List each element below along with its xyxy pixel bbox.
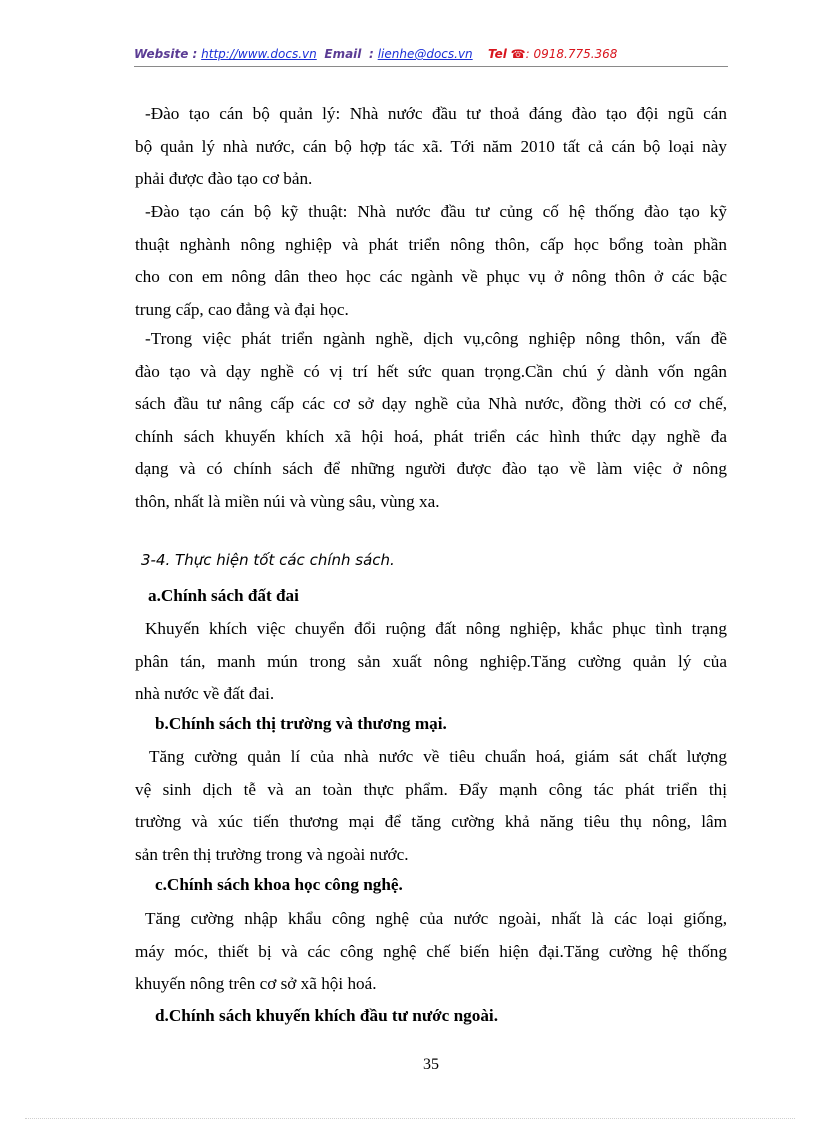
text-line: thuật nghành nông nghiệp và phát triển nông thôn, cấp học bổng toàn phần — [135, 234, 727, 254]
subsection-title-b: b.Chính sách thị trường và thương mại. — [155, 714, 447, 733]
text-line: -Đào tạo cán bộ kỹ thuật: Nhà nước đầu tư củng cố hệ thống đào tạo kỹ — [145, 202, 727, 221]
text-line: -Trong việc phát triển ngành nghề, dịch vụ,công nghiệp nông thôn, vấn đề — [145, 329, 727, 348]
email-separator: : — [369, 47, 374, 61]
text-line: nhà nước về đất đai. — [135, 684, 275, 704]
text-line: Khuyến khích việc chuyển đổi ruộng đất nông nghiệp, khắc phục tình trạng — [145, 619, 727, 638]
text-line: đào tạo và dạy nghề có vị trí hết sức quan trọng.Cần chú ý dành vốn ngân — [135, 361, 727, 381]
paragraph-vocational-training — [135, 323, 727, 519]
page-bottom-divider — [25, 1118, 795, 1119]
text-line: trung cấp, cao đẳng và đại học. — [135, 299, 349, 319]
phone-icon: ☎ — [510, 47, 526, 61]
text-line: phân tán, manh mún trong sản xuất nông nghiệp.Tăng cường quản lý của — [135, 651, 727, 671]
text-line: máy móc, thiết bị và các công nghệ chế biến hiện đại.Tăng cường hệ thống — [135, 941, 727, 961]
text-line: Tăng cường nhập khẩu công nghệ của nước ngoài, nhất là các loại giống, — [145, 909, 727, 928]
subsection-title-c: c.Chính sách khoa học công nghệ. — [155, 875, 403, 894]
email-label: Email — [324, 47, 362, 61]
text-line: phải được đào tạo cơ bản. — [135, 169, 313, 189]
paragraph-land-policy — [135, 613, 727, 711]
text-line: Tăng cường quản lí của nhà nước về tiêu chuẩn hoá, giám sát chất lượng — [149, 747, 727, 766]
header-divider — [134, 66, 728, 67]
paragraph-market-policy — [135, 741, 727, 871]
section-title: 3-4. Thực hiện tốt các chính sách. — [141, 551, 395, 569]
text-line: sách đầu tư nâng cấp các cơ sở dạy nghề của Nhà nước, đồng thời có cơ chế, — [135, 394, 727, 414]
paragraph-technical-training — [135, 196, 727, 326]
text-line: cho con em nông dân theo học các ngành về phục vụ ở nông thôn ở các bậc — [135, 267, 727, 287]
website-link[interactable]: http://www.docs.vn — [201, 47, 317, 61]
subsection-title-a: a.Chính sách đất đai — [148, 586, 299, 605]
paragraph-science-policy — [135, 903, 727, 1001]
page-header — [134, 47, 728, 61]
paragraph-management-training — [135, 98, 727, 196]
email-link[interactable]: lienhe@docs.vn — [377, 47, 473, 61]
text-line: chính sách khuyến khích xã hội hoá, phát triển các hình thức dạy nghề đa — [135, 426, 727, 446]
text-line: dạng và có chính sách để những người được đào tạo về làm việc ở nông — [135, 459, 727, 479]
text-line: trường và xúc tiến thương mại để tăng cường khả năng tiêu thụ nông, lâm — [135, 812, 727, 832]
text-line: vệ sinh dịch tễ và an toàn thực phẩm. Đẩy mạnh công tác phát triển thị — [135, 779, 727, 799]
tel-number: : 0918.775.368 — [525, 47, 618, 61]
text-line: khuyến nông trên cơ sở xã hội hoá. — [135, 974, 377, 994]
page-number: 35 — [423, 1056, 439, 1073]
text-line: bộ quản lý nhà nước, cán bộ hợp tác xã. Tới năm 2010 tất cả cán bộ loại này — [135, 136, 727, 156]
subsection-title-d: d.Chính sách khuyến khích đầu tư nước ngoài. — [155, 1006, 498, 1025]
website-label: Website : — [134, 47, 198, 61]
text-line: thôn, nhất là miền núi và vùng sâu, vùng xa. — [135, 491, 440, 511]
text-line: sản trên thị trường trong và ngoài nước. — [135, 844, 409, 864]
text-line: -Đào tạo cán bộ quản lý: Nhà nước đầu tư thoả đáng đào tạo đội ngũ cán — [145, 104, 727, 123]
tel-label: Tel — [487, 47, 507, 61]
